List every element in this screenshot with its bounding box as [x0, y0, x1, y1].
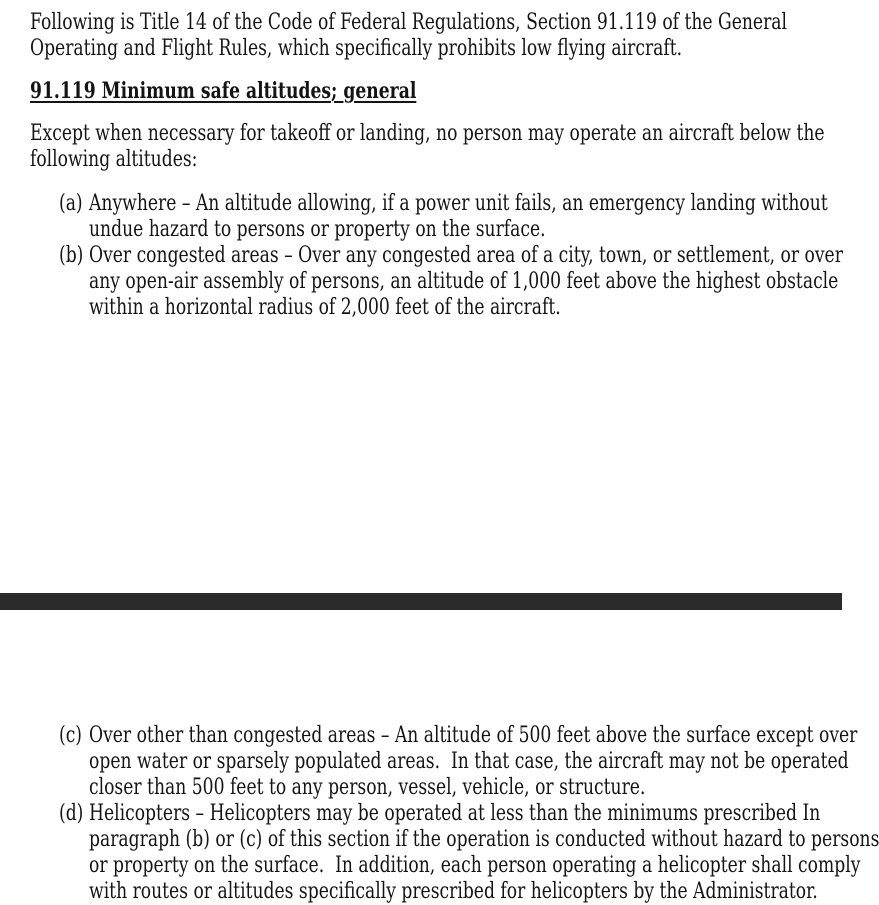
list-item-d: [30, 801, 879, 905]
list-item-d-marker: [59, 801, 89, 827]
list-item-a-text: [89, 191, 842, 243]
text-line: Following is Title 14 of the Code of Federal Regulations, Section 91.119 of the General: [30, 10, 788, 35]
list-item-b-marker-text: (b): [59, 243, 84, 268]
list-item-d-text: [89, 801, 879, 905]
list-item-b-marker: [59, 243, 89, 269]
list-item-b: [30, 243, 842, 321]
list-item-c-marker-text: (c): [59, 723, 83, 748]
regulation-list-page-2: [30, 723, 879, 905]
list-item-c-text: [89, 723, 858, 801]
document-page-1: [0, 0, 842, 452]
list-item-b-text: [89, 243, 842, 321]
list-item-a-marker: [59, 191, 89, 217]
text-line: Over other than congested areas – An altitude of 500 feet above the surface except over: [89, 723, 858, 748]
text-line: Over congested areas – Over any congested area of a city, town, or settlement, or over: [89, 243, 843, 268]
text-line: following altitudes:: [30, 147, 198, 172]
text-line: Operating and Flight Rules, which specifically prohibits low flying aircraft.: [30, 36, 683, 61]
text-line: closer than 500 feet to any person, vessel, vehicle, or structure.: [89, 775, 646, 800]
text-line: Helicopters – Helicopters may be operated at less than the minimums prescribed In: [89, 801, 821, 826]
document-page-2: [0, 610, 879, 905]
list-item-d-marker-text: (d): [59, 801, 84, 826]
section-heading: [30, 78, 842, 104]
list-item-a-marker-text: (a): [59, 191, 83, 216]
text-line: paragraph (b) or (c) of this section if the operation is conducted without hazard to persons: [89, 827, 879, 852]
text-line: open water or sparsely populated areas. In that case, the aircraft may not be operated: [89, 749, 849, 774]
text-line: within a horizontal radius of 2,000 feet of the aircraft.: [89, 295, 561, 320]
text-line: Except when necessary for takeoff or landing, no person may operate an aircraft below the: [30, 121, 825, 146]
text-line: any open-air assembly of persons, an altitude of 1,000 feet above the highest obstacle: [89, 269, 839, 294]
intro-paragraph: [30, 10, 842, 62]
text-line: undue hazard to persons or property on the surface.: [89, 217, 546, 242]
text-line: or property on the surface. In addition, each person operating a helicopter shall comply: [89, 853, 861, 878]
section-heading-text: 91.119 Minimum safe altitudes; general: [30, 78, 417, 104]
regulation-list-page-1: [30, 191, 842, 321]
page-break-divider: [0, 593, 842, 610]
list-item-c-marker: [59, 723, 89, 749]
list-item-c: [30, 723, 858, 801]
preamble-paragraph: [30, 121, 842, 173]
text-line: with routes or altitudes specifically prescribed for helicopters by the Administrator.: [89, 879, 818, 904]
list-item-a: [30, 191, 842, 243]
text-line: Anywhere – An altitude allowing, if a power unit fails, an emergency landing without: [89, 191, 828, 216]
